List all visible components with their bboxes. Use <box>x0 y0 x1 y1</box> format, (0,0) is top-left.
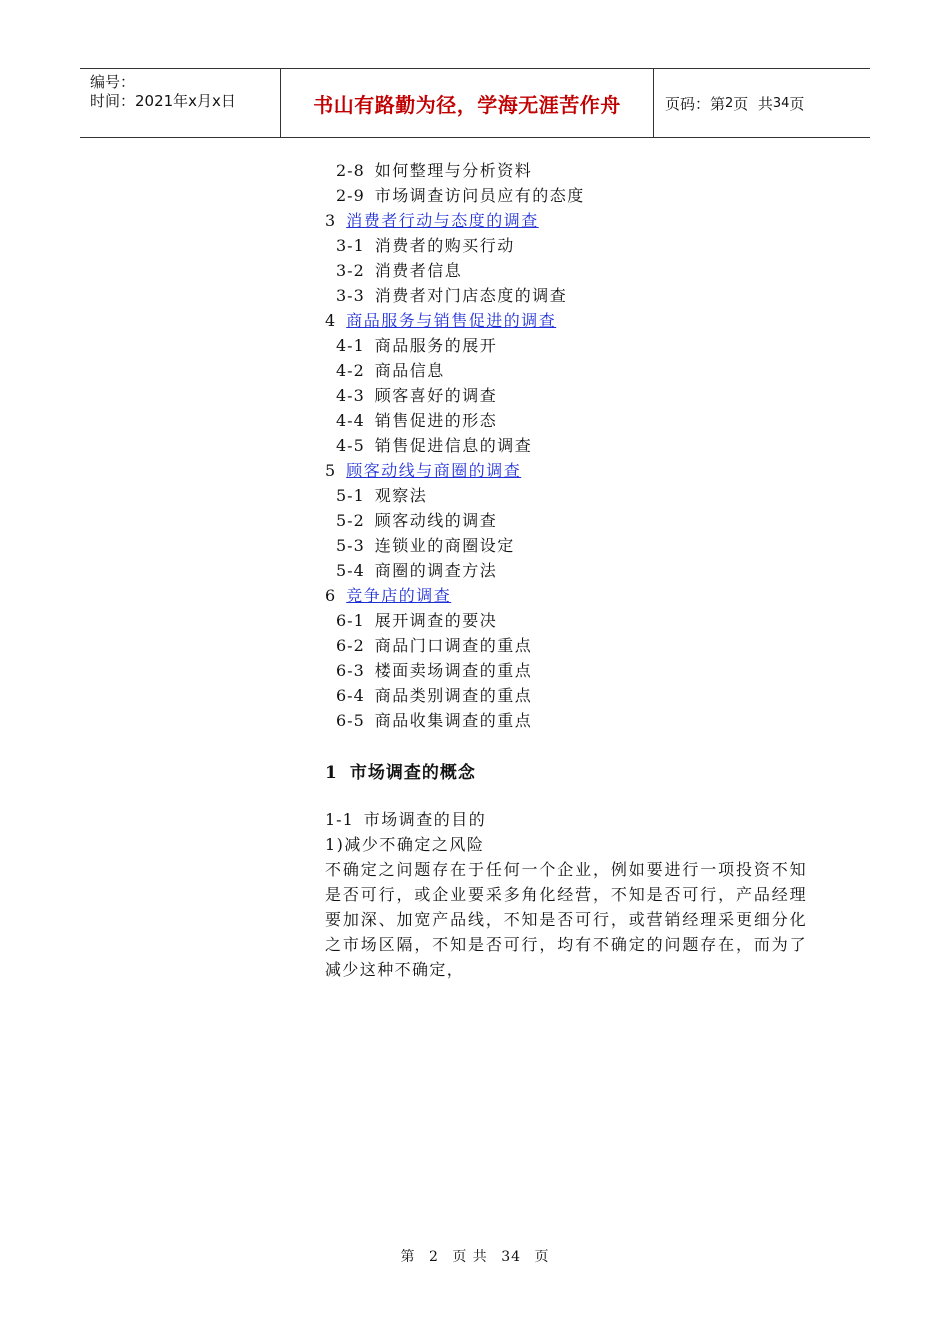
toc-number: 4-1 <box>336 336 365 355</box>
toc-item <box>325 358 810 383</box>
toc-number: 2-8 <box>336 161 365 180</box>
toc-number: 2-9 <box>336 186 365 205</box>
toc-item <box>325 483 810 508</box>
toc-text: 销售促进的形态 <box>374 411 498 430</box>
toc-item <box>325 158 810 183</box>
toc-item <box>325 558 810 583</box>
toc-number: 3-3 <box>336 286 365 305</box>
toc-text: 商品服务的展开 <box>374 336 498 355</box>
subsection-title: 市场调查的目的 <box>363 810 487 829</box>
toc-number: 5 <box>325 461 337 480</box>
subsection-number: 1-1 <box>325 810 354 829</box>
document-body <box>325 158 810 982</box>
toc-text: 商品类别调查的重点 <box>374 686 533 705</box>
section-title: 市场调查的概念 <box>349 763 476 783</box>
toc-number: 6-3 <box>336 661 365 680</box>
toc-item <box>325 183 810 208</box>
toc-number: 4-5 <box>336 436 365 455</box>
toc-item <box>325 633 810 658</box>
toc-item <box>325 233 810 258</box>
toc-link[interactable]: 竞争店的调查 <box>346 586 452 605</box>
toc-item <box>325 283 810 308</box>
page-footer <box>0 1246 950 1266</box>
toc-text: 连锁业的商圈设定 <box>374 536 515 555</box>
page-label-prefix: 页码：第 <box>665 94 726 113</box>
footer-suffix: 页 <box>534 1249 550 1265</box>
toc-text: 市场调查访问员应有的态度 <box>374 186 585 205</box>
page-header <box>80 68 870 138</box>
toc-number: 6-1 <box>336 611 365 630</box>
toc-section-link-row[interactable] <box>325 583 810 608</box>
toc-number: 4-3 <box>336 386 365 405</box>
toc-link[interactable]: 消费者行动与态度的调查 <box>346 211 539 230</box>
footer-total-pages: 34 <box>501 1249 522 1265</box>
toc-number: 4-4 <box>336 411 365 430</box>
page-label-mid: 页 共 <box>733 94 773 113</box>
toc-number: 5-1 <box>336 486 365 505</box>
toc-text: 消费者的购买行动 <box>374 236 515 255</box>
toc-text: 展开调查的要决 <box>374 611 498 630</box>
toc-item <box>325 708 810 733</box>
header-page-info <box>654 69 870 137</box>
header-meta <box>80 69 281 137</box>
toc-number: 4 <box>325 311 337 330</box>
toc-text: 楼面卖场调查的重点 <box>374 661 533 680</box>
section-heading <box>325 759 810 787</box>
toc-text: 商圈的调查方法 <box>374 561 498 580</box>
number-label: 编号： <box>90 73 136 91</box>
toc-number: 6-5 <box>336 711 365 730</box>
toc-number: 6 <box>325 586 337 605</box>
toc-number: 6-4 <box>336 686 365 705</box>
subsection-heading <box>325 807 810 832</box>
section-number: 1 <box>325 763 338 783</box>
toc-number: 5-3 <box>336 536 365 555</box>
toc-text: 如何整理与分析资料 <box>374 161 533 180</box>
toc-item <box>325 333 810 358</box>
toc-number: 3 <box>325 211 337 230</box>
footer-current-page: 2 <box>428 1249 439 1265</box>
toc-item <box>325 258 810 283</box>
toc-item <box>325 683 810 708</box>
toc-number: 4-2 <box>336 361 365 380</box>
toc-number: 5-4 <box>336 561 365 580</box>
toc-number: 6-2 <box>336 636 365 655</box>
body-paragraph: 不确定之问题存在于任何一个企业，例如要进行一项投资不知是否可行，或企业要采多角化经营，不知是否可行，产品经理要加深、加宽产品线，不知是否可行，或营销经理采更细分化之市场区隔，不知是否可行，均有不确定的问题存在，而为了减少这种不确定， <box>325 860 807 979</box>
toc-number: 3-1 <box>336 236 365 255</box>
toc-section-link-row[interactable] <box>325 308 810 333</box>
toc-item <box>325 408 810 433</box>
toc-number: 3-2 <box>336 261 365 280</box>
toc-section-link-row[interactable] <box>325 458 810 483</box>
page-total: 34 <box>772 95 790 111</box>
page-current: 2 <box>725 95 734 111</box>
toc-item <box>325 433 810 458</box>
toc-item <box>325 608 810 633</box>
toc-item <box>325 383 810 408</box>
list-item: 1)减少不确定之风险 <box>325 835 485 854</box>
toc-text: 消费者对门店态度的调查 <box>374 286 568 305</box>
toc-section-link-row[interactable] <box>325 208 810 233</box>
toc-link[interactable]: 商品服务与销售促进的调查 <box>346 311 557 330</box>
toc-text: 观察法 <box>374 486 428 505</box>
toc-link[interactable]: 顾客动线与商圈的调查 <box>346 461 522 480</box>
toc-text: 商品门口调查的重点 <box>374 636 533 655</box>
table-of-contents <box>325 158 810 733</box>
toc-text: 顾客喜好的调查 <box>374 386 498 405</box>
header-motto: 书山有路勤为径，学海无涯苦作舟 <box>281 69 654 137</box>
page-label-suffix: 页 <box>789 94 805 113</box>
toc-item <box>325 508 810 533</box>
toc-text: 顾客动线的调查 <box>374 511 498 530</box>
time-label: 时间：2021年x月x日 <box>90 92 236 110</box>
toc-text: 商品收集调查的重点 <box>374 711 533 730</box>
toc-text: 商品信息 <box>374 361 445 380</box>
toc-text: 消费者信息 <box>374 261 463 280</box>
toc-text: 销售促进信息的调查 <box>374 436 533 455</box>
toc-number: 5-2 <box>336 511 365 530</box>
toc-item <box>325 533 810 558</box>
footer-prefix: 第 <box>400 1249 416 1265</box>
footer-mid: 页 共 <box>452 1249 488 1265</box>
toc-item <box>325 658 810 683</box>
